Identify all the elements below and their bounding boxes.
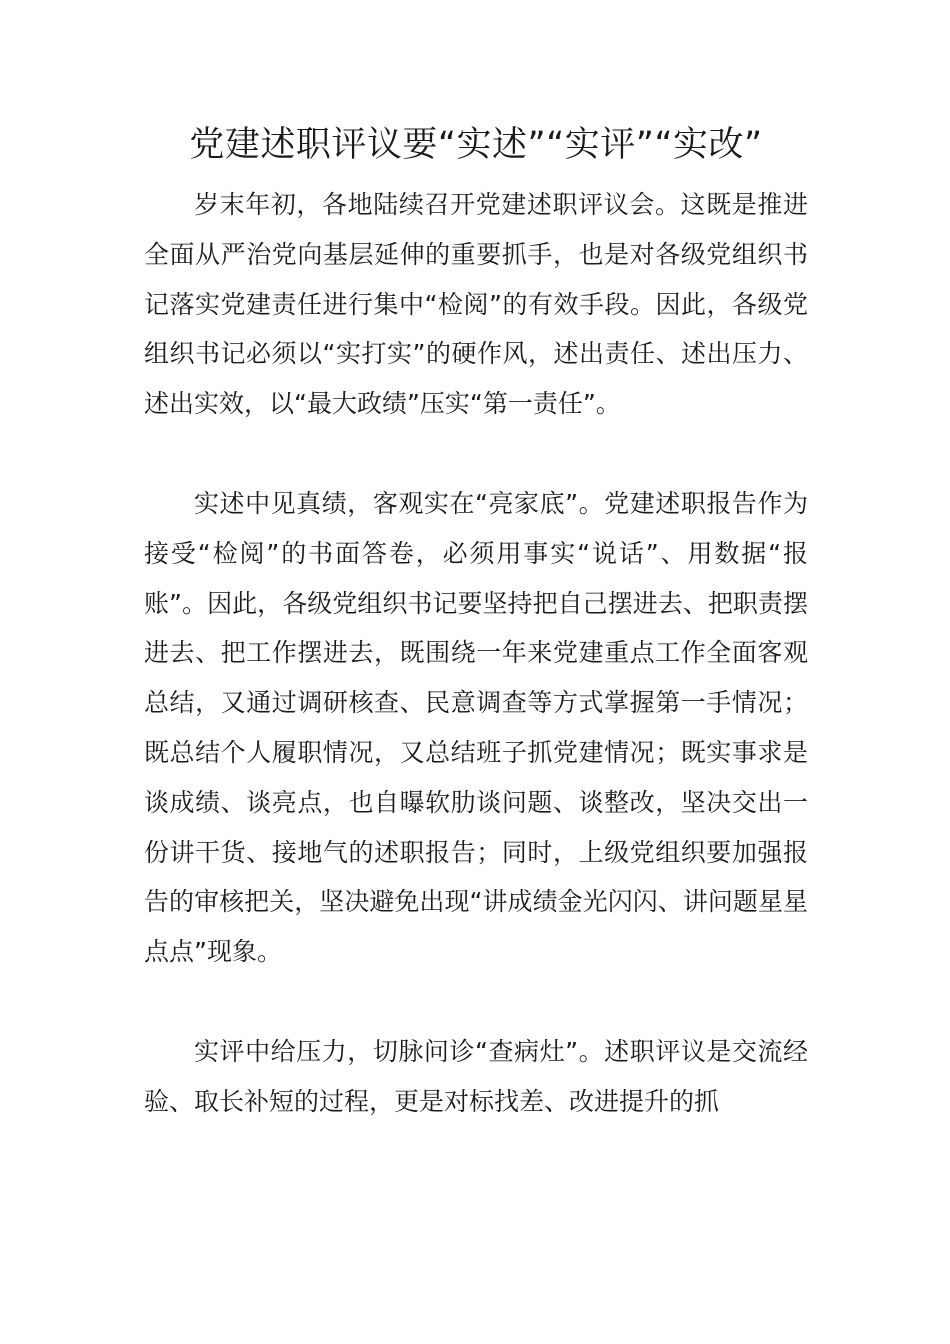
document-page	[144, 120, 808, 1177]
paragraph-3: 实评中给压力，切脉问诊“查病灶”。述职评议是交流经验、取长补短的过程，更是对标找差、改进提升的抓	[144, 1036, 808, 1116]
document-title: 党建述职评议要“实述”“实评”“实改”	[189, 125, 763, 165]
paragraph-1: 岁末年初，各地陆续召开党建述职评议会。这既是推进全面从严治党向基层延伸的重要抓手，也是对各级党组织书记落实党建责任进行集中“检阅”的有效手段。因此，各级党组织书记必须以“实打实”的硬作风，述出责任、述出压力、述出实效，以“最大政绩”压实“第一责任”。	[144, 190, 808, 419]
paragraph-2: 实述中见真绩，客观实在“亮家底”。党建述职报告作为接受“检阅”的书面答卷，必须用事实“说话”、用数据“报账”。因此，各级党组织书记要坚持把自己摆进去、把职责摆进去、把工作摆进去，既围绕一年来党建重点工作全面客观总结，又通过调研核查、民意调查等方式掌握第一手情况；既总结个人履职情况，又总结班子抓党建情况；既实事求是谈成绩、谈亮点，也自曝软肋谈问题、谈整改，坚决交出一份讲干货、接地气的述职报告；同时，上级党组织要加强报告的审核把关，坚决避免出现“讲成绩金光闪闪、讲问题星星点点”现象。	[144, 488, 808, 967]
